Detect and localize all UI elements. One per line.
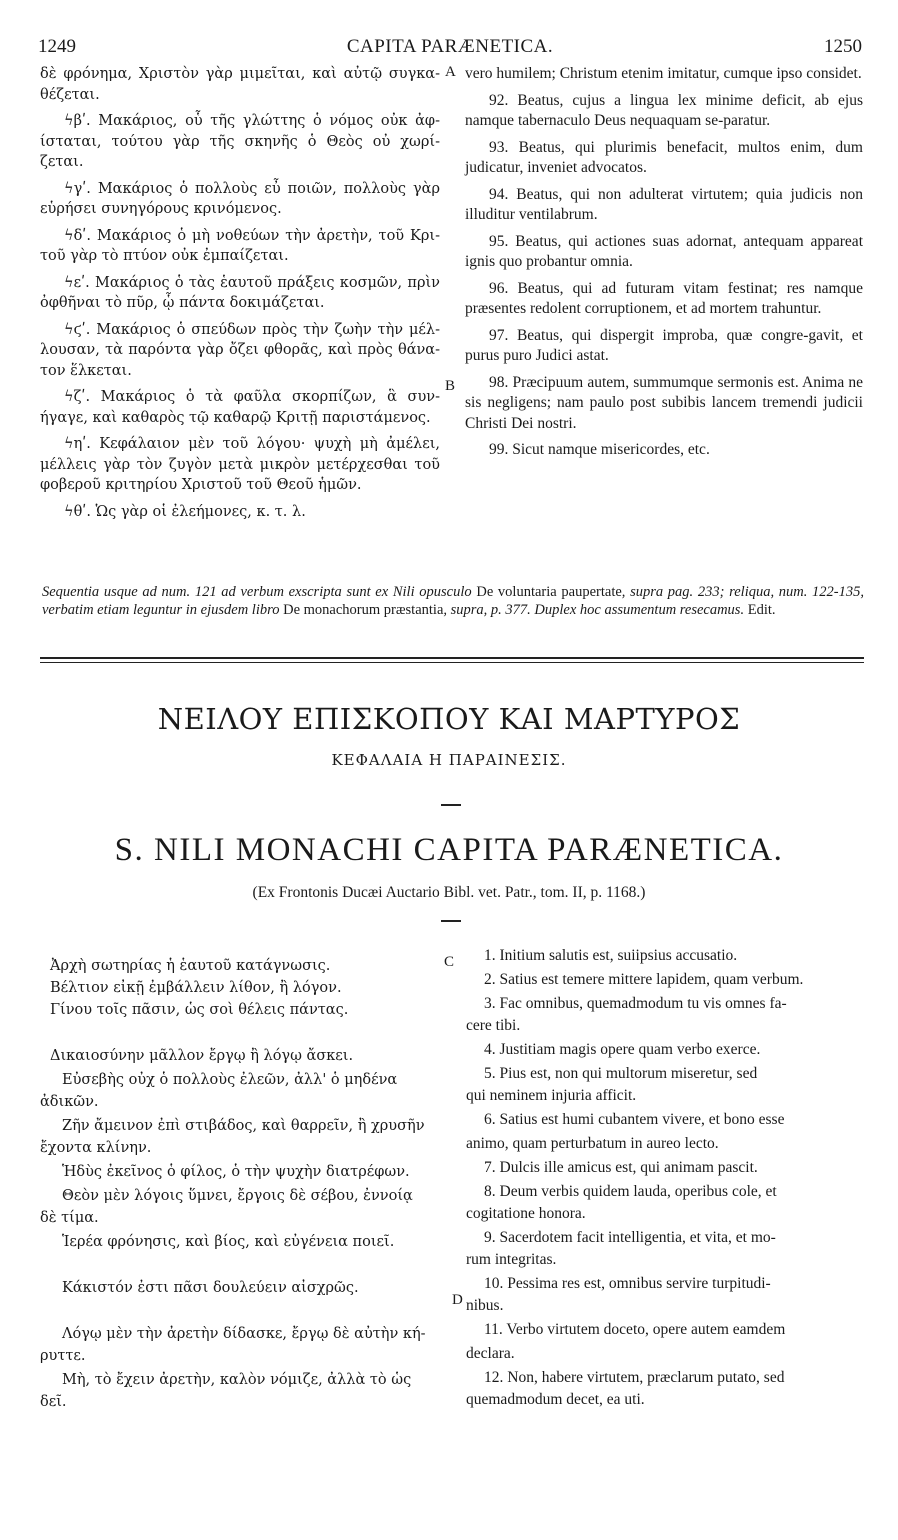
greek-paragraph: ϟηʹ. Κεφάλαιον μὲν τοῦ λόγου· ψυχὴ μὴ ἀμέλει, μέλλεις γὰρ τὸν ζυγὸν μετὰ μικρὸν μετέρχεσθαι τοῦ φοβεροῦ κριτηρίου Χριστοῦ τοῦ Θεοῦ ἡμῶν. [40, 436, 440, 493]
latin-line: rum integritas. [466, 1251, 557, 1268]
greek-line: Ἱερέα φρόνησις, καὶ βίος, καὶ εὐγένεια ποιεῖ. [62, 1234, 395, 1250]
left-page-number: 1249 [38, 36, 76, 57]
top-latin-column [465, 64, 863, 467]
latin-line: 3. Fac omnibus, quemadmodum tu vis omnes fa- [484, 995, 787, 1012]
top-greek-column [40, 64, 440, 528]
editor-note-title: De monachorum præstantia [283, 602, 444, 618]
greek-line: Ἀρχὴ σωτηρίας ἡ ἑαυτοῦ κατάγνωσις. [50, 958, 331, 974]
latin-line: animo, quam perturbatum in aureo lecto. [466, 1135, 719, 1152]
greek-line: ἀδικῶν. [40, 1094, 99, 1110]
source-line: (Ex Frontonis Ducæi Auctario Bibl. vet. Patr., tom. II, p. 1168.) [252, 884, 646, 901]
latin-line: 1. Initium salutis est, suiipsius accusatio. [484, 947, 738, 964]
greek-line: δεῖ. [40, 1394, 67, 1410]
greek-paragraph: δὲ φρόνημα, Χριστὸν γὰρ μιμεῖται, καὶ αὐτῷ συγκα-θέζεται. [40, 66, 440, 103]
latin-line: cere tibi. [466, 1017, 521, 1034]
greek-line: Ἡδὺς ἐκεῖνος ὁ φίλος, ὁ τὴν ψυχὴν διατρέφων. [62, 1164, 410, 1180]
margin-marker-a: A [445, 64, 456, 80]
greek-paragraph: ϟϛʹ. Μακάριος ὁ σπεύδων πρὸς τὴν ζωὴν τὴν μέλ-λουσαν, τὰ παρόντα γὰρ ὄζει φθορᾶς, καὶ πρὸς θάνα-τον ἕλκεται. [40, 321, 440, 379]
greek-paragraph: ϟζʹ. Μακάριος ὁ τὰ φαῦλα σκορπίζων, ἃ συν-ήγαγε, καὶ καθαρὸς τῷ καθαρῷ Κριτῇ παριστάμενος. [40, 389, 440, 426]
greek-line: Θεὸν μὲν λόγοις ὕμνει, ἔργοις δὲ σέβου, ἐννοίᾳ [62, 1188, 413, 1204]
section-divider [40, 657, 864, 659]
latin-paragraph: vero humilem; Christum etenim imitatur, cumque ipso considet. [465, 65, 862, 82]
latin-line: 5. Pius est, non qui multorum miseretur, sed [484, 1065, 758, 1082]
greek-line: ρυττε. [40, 1348, 86, 1364]
latin-line: 11. Verbo virtutem doceto, opere autem eamdem [484, 1321, 786, 1338]
greek-line: Κάκιστόν ἐστι πᾶσι δουλεύειν αἰσχρῶς. [62, 1280, 359, 1296]
latin-paragraph: 93. Beatus, qui plurimis benefacit, multos enim, dum judicatur, inveniet advocatos. [465, 138, 863, 176]
editor-note [42, 583, 864, 619]
greek-paragraph: ϟδʹ. Μακάριος ὁ μὴ νοθεύων τὴν ἀρετὴν, τοῦ Κρι-τοῦ γὰρ τὸ πτύον οὐκ ἐμπαίζεται. [40, 227, 440, 264]
title-dash [441, 804, 461, 806]
margin-marker-b: B [445, 378, 456, 394]
greek-line: ἔχοντα κλίνην. [40, 1140, 152, 1156]
latin-line: qui neminem injuria afficit. [466, 1087, 637, 1104]
latin-line: 7. Dulcis ille amicus est, qui animam pascit. [484, 1159, 758, 1176]
latin-line: nibus. [466, 1297, 504, 1314]
editor-note-text: Sequentia usque ad num. 121 ad verbum exscripta sunt ex Nili opusculo [42, 584, 472, 600]
latin-line: 2. Satius est temere mittere lapidem, quam verbum. [484, 971, 804, 988]
latin-paragraph: 92. Beatus, cujus a lingua lex minime deficit, ab ejus namque tabernaculo Deus nequaquam se-paratur. [465, 91, 863, 129]
latin-line: 8. Deum verbis quidem lauda, operibus cole, et [484, 1183, 777, 1200]
margin-marker-c: C [444, 954, 455, 970]
latin-line: 10. Pessima res est, omnibus servire turpitudi- [484, 1275, 771, 1292]
latin-line: quemadmodum decet, ea uti. [466, 1391, 645, 1408]
greek-line: Λόγῳ μὲν τὴν ἀρετὴν δίδασκε, ἔργῳ δὲ αὐτὴν κή- [62, 1326, 426, 1342]
latin-line: 4. Justitiam magis opere quam verbo exerce. [484, 1041, 761, 1058]
editor-note-title: De voluntaria paupertate [476, 584, 622, 600]
greek-paragraph: ϟεʹ. Μακάριος ὁ τὰς ἑαυτοῦ πράξεις κοσμῶν, πρὶν ὀφθῆναι τὸ πῦρ, ᾧ πάντα δοκιμάζεται. [40, 274, 440, 311]
source-dash [441, 920, 461, 922]
latin-paragraph: 99. Sicut namque misericordes, etc. [489, 441, 710, 458]
greek-line: Ζῆν ἄμεινον ἐπὶ στιβάδος, καὶ θαρρεῖν, ἢ χρυσῆν [62, 1118, 425, 1134]
latin-line: cogitatione honora. [466, 1205, 586, 1222]
latin-line: 6. Satius est humi cubantem vivere, et bono esse [484, 1111, 785, 1128]
latin-paragraph: 97. Beatus, qui dispergit improba, quæ congre-gavit, et purus puro Judici astat. [465, 326, 863, 364]
editor-note-text: , supra pag. 233; reliqua, num. 122-135, verbatim etiam leguntur in ejusdem libro [42, 584, 865, 618]
greek-line: δὲ τίμα. [40, 1210, 99, 1226]
right-page-number: 1250 [824, 36, 862, 57]
latin-paragraph: 96. Beatus, qui ad futuram vitam festinat; res namque præsentes redolent corruptionem, et ad mortem trahuntur. [465, 279, 863, 317]
latin-line: declara. [466, 1345, 515, 1362]
latin-paragraph: 95. Beatus, qui actiones suas adornat, antequam appareat ignis quo probantur omnia. [465, 232, 863, 270]
greek-paragraph: ϟβʹ. Μακάριος, οὗ τῆς γλώττης ὁ νόμος οὐκ ἀφ-ίσταται, τούτου γὰρ τῆς σκηνῆς ὁ Θεὸς οὐ χωρί-ζεται. [40, 113, 440, 170]
editor-sign: Edit. [747, 602, 776, 618]
running-head [38, 36, 862, 60]
greek-subtitle: ΚΕΦΑΛΑΙΑ Η ΠΑΡΑΙΝΕΣΙΣ. [331, 751, 567, 769]
latin-paragraph: 94. Beatus, qui non adulterat virtutem; quia judicis non illuditur ventilabrum. [465, 185, 863, 223]
greek-line: Δικαιοσύνην μᾶλλον ἔργῳ ἢ λόγῳ ἄσκει. [50, 1048, 354, 1064]
greek-line: Βέλτιον εἰκῇ ἐμβάλλειν λίθον, ἢ λόγον. [50, 980, 342, 996]
latin-line: 12. Non, habere virtutem, præclarum putato, sed [484, 1369, 785, 1386]
greek-paragraph: ϟθʹ. Ὡς γὰρ οἱ ἐλεήμονες, κ. τ. λ. [64, 503, 306, 520]
greek-title: ΝΕΙΛΟΥ ΕΠΙΣΚΟΠΟΥ ΚΑΙ ΜΑΡΤΥΡΟΣ [157, 702, 741, 736]
latin-line: 9. Sacerdotem facit intelligentia, et vita, et mo- [484, 1229, 776, 1246]
section-divider-thin [40, 662, 864, 663]
running-title: CAPITA PARÆNETICA. [346, 36, 554, 57]
margin-marker-d: D [452, 1292, 463, 1308]
greek-line: Γίνου τοῖς πᾶσιν, ὡς σοὶ θέλεις πάντας. [50, 1002, 349, 1018]
latin-paragraph: 98. Præcipuum autem, summumque sermonis est. Anima ne sis negligens; nam paulo post subibis lancem tremendi judicii Christi Dei nostri. [465, 373, 863, 432]
latin-title: S. NILI MONACHI CAPITA PARÆNETICA. [114, 832, 784, 868]
greek-paragraph: ϟγʹ. Μακάριος ὁ πολλοὺς εὖ ποιῶν, πολλοὺς γὰρ εὑρήσει συνηγόρους κρινόμενος. [40, 180, 440, 217]
greek-line: Εὐσεβὴς οὐχ ὁ πολλοὺς ἐλεῶν, ἀλλ' ὁ μηδένα [62, 1072, 398, 1088]
greek-line: Μὴ, τὸ ἔχειν ἀρετὴν, καλὸν νόμιζε, ἀλλὰ τὸ ὡς [62, 1372, 412, 1388]
editor-note-text: , supra, p. 377. Duplex hoc assumentum resecamus. [443, 602, 745, 618]
